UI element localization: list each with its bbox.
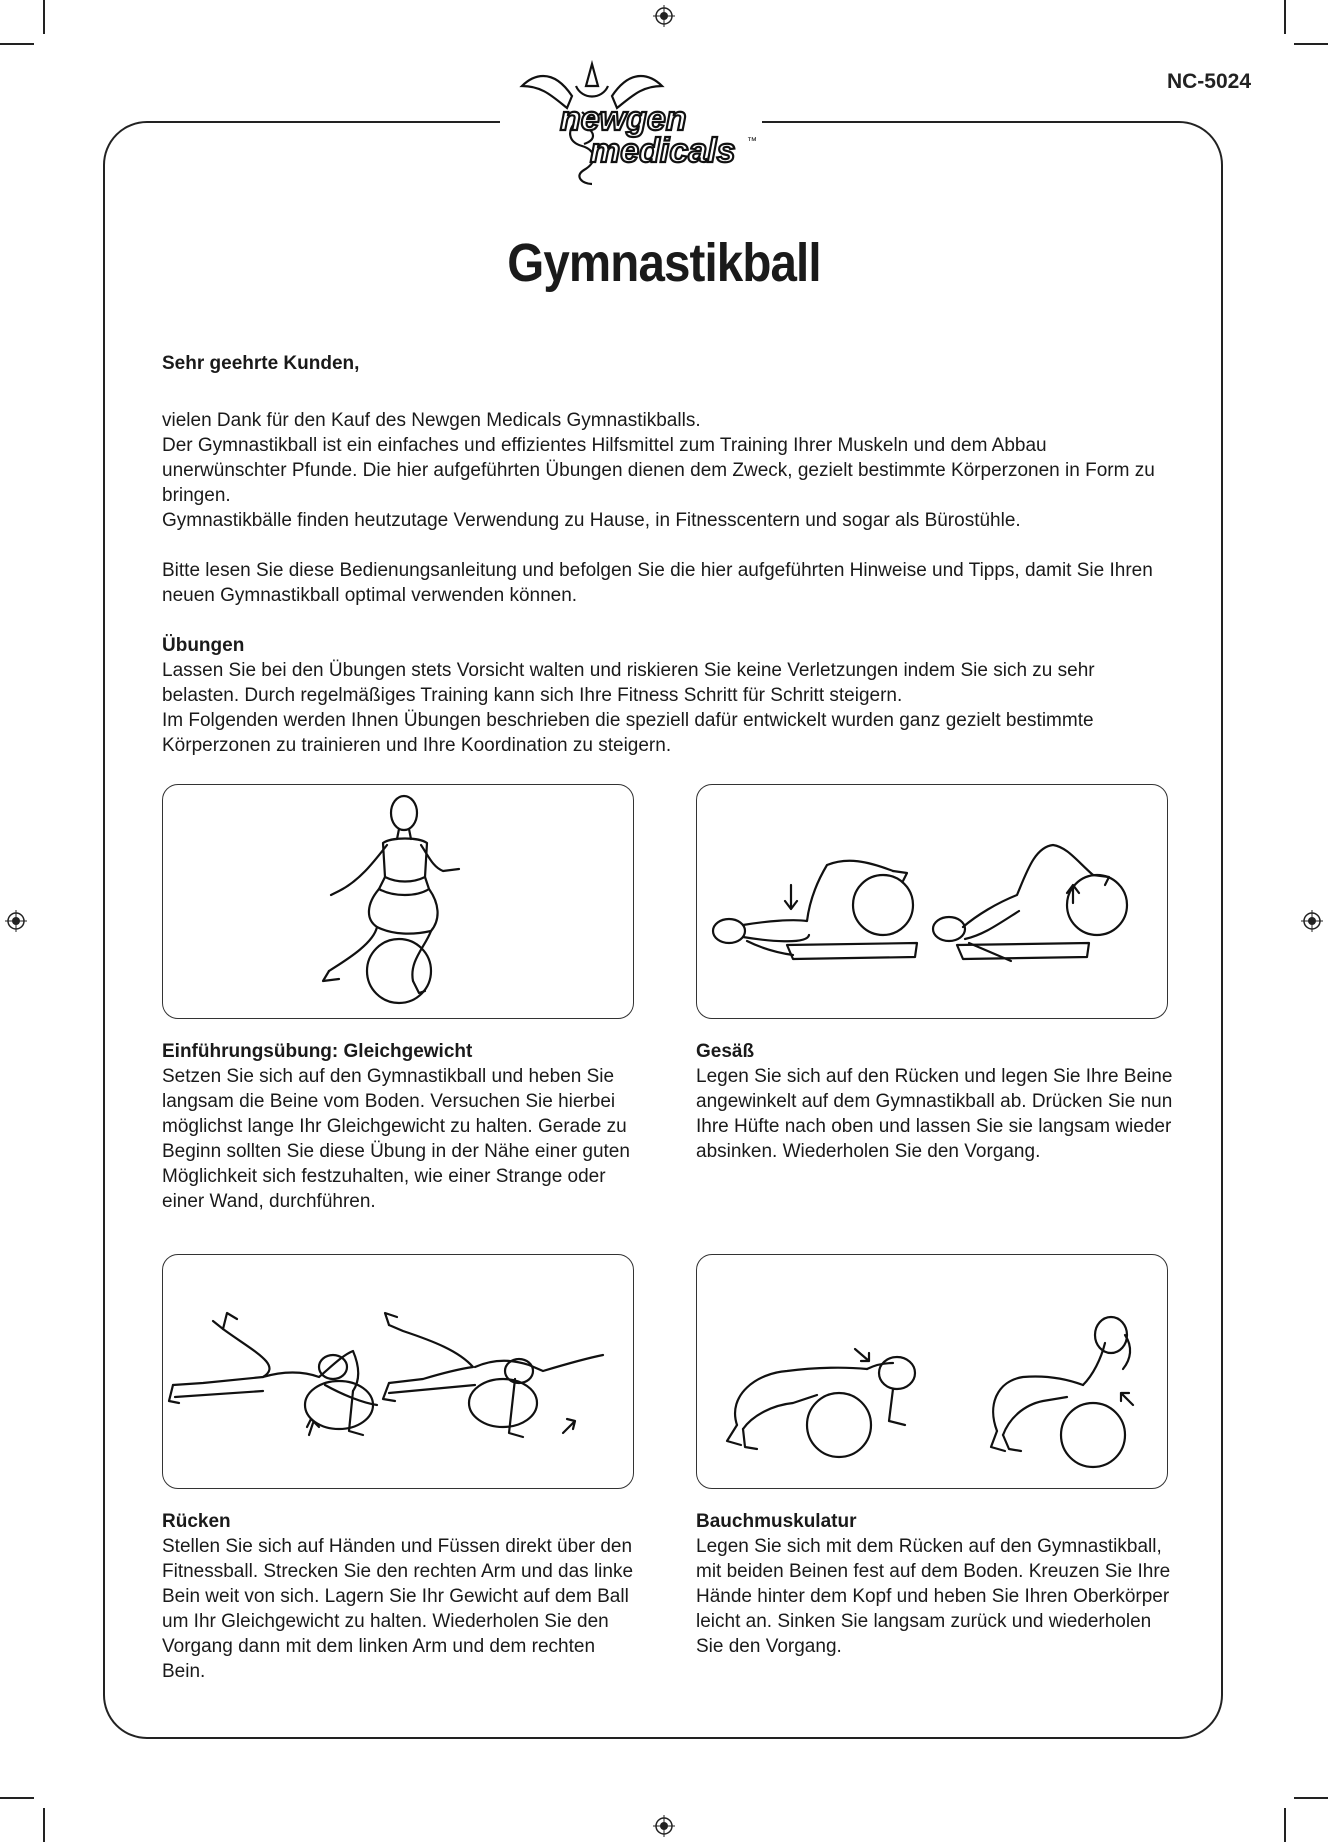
page-title: Gymnastikball <box>507 233 821 293</box>
crunch-figure-icon <box>697 1255 1169 1490</box>
crop-mark <box>0 1797 34 1799</box>
crop-mark <box>43 1808 45 1842</box>
back-extension-figure-icon <box>163 1255 635 1490</box>
exercise-illustration-glutes <box>696 784 1168 1019</box>
balance-figure-icon <box>163 785 635 1020</box>
logo-text-line1: newgen <box>560 100 687 138</box>
crop-mark <box>1284 0 1286 34</box>
glute-bridge-figure-icon <box>697 785 1169 1020</box>
trademark-mark: ™ <box>747 136 757 147</box>
crop-mark <box>0 43 34 45</box>
exercise-text: Setzen Sie sich auf den Gymnastikball und heben Sie langsam die Beine vom Boden. Versuchen Sie hierbei möglichst lange Ihr Gleichgewicht zu halten. Gerade zu Beginn sollten Sie diese Übung in der Nähe einer guten Möglichkeit sich festzuhalten, wie einer Strange oder einer Wand, durchführen. <box>162 1066 630 1212</box>
registration-mark-icon <box>653 5 675 27</box>
intro-text <box>162 351 1162 758</box>
crop-mark <box>43 0 45 34</box>
greeting: Sehr geehrte Kunden, <box>162 353 360 374</box>
exercise-illustration-abs <box>696 1254 1168 1489</box>
crop-mark <box>1294 43 1328 45</box>
exercise-illustration-back <box>162 1254 634 1489</box>
exercise-text: Legen Sie sich mit dem Rücken auf den Gymnastikball, mit beiden Beinen fest auf dem Boden. Kreuzen Sie Ihre Hände hinter dem Kopf und heben Sie Ihren Oberkörper leicht an. Sinken Sie langsam zurück und wiederholen Sie den Vorgang. <box>696 1536 1171 1657</box>
exercise-illustration-balance <box>162 784 634 1019</box>
exercise-caption-balance <box>162 1039 642 1214</box>
intro-paragraph: Im Folgenden werden Ihnen Übungen beschrieben die speziell dafür entwickelt wurden ganz gezielt bestimmte Körperzonen zu trainieren und Ihre Koordination zu steigern. <box>162 710 1094 756</box>
exercise-title: Gesäß <box>696 1041 755 1062</box>
crop-mark <box>1284 1808 1286 1842</box>
exercise-caption-abs <box>696 1509 1176 1659</box>
intro-paragraph: vielen Dank für den Kauf des Newgen Medicals Gymnastikballs. <box>162 410 701 431</box>
intro-paragraph: Gymnastikbälle finden heutzutage Verwendung zu Hause, in Fitnesscentern und sogar als Bürostühle. <box>162 510 1021 531</box>
exercise-caption-glutes <box>696 1039 1176 1164</box>
registration-mark-icon <box>1301 910 1323 932</box>
registration-mark-icon <box>653 1815 675 1837</box>
exercise-text: Stellen Sie sich auf Händen und Füssen direkt über den Fitnessball. Strecken Sie den rechten Arm und das linke Bein weit von sich. Lagern Sie Ihr Gewicht auf dem Ball um Ihr Gleichgewicht zu halten. Wiederholen Sie den Vorgang dann mit dem linken Arm und dem rechten Bein. <box>162 1536 634 1682</box>
exercise-title: Rücken <box>162 1511 231 1532</box>
product-code: NC-5024 <box>1166 70 1251 93</box>
crop-mark <box>1294 1797 1328 1799</box>
exercise-title: Bauchmuskulatur <box>696 1511 857 1532</box>
logo-text-line2: medicals <box>590 132 736 170</box>
newgen-medicals-logo <box>512 56 812 186</box>
registration-mark-icon <box>5 910 27 932</box>
exercise-caption-back <box>162 1509 642 1684</box>
exercise-text: Legen Sie sich auf den Rücken und legen Sie Ihre Beine angewinkelt auf dem Gymnastikball ab. Drücken Sie nun Ihre Hüfte nach oben und lassen Sie sie langsam wieder absinken. Wiederholen Sie den Vorgang. <box>696 1066 1173 1162</box>
exercise-title: Einführungsübung: Gleichgewicht <box>162 1041 473 1062</box>
intro-paragraph: Der Gymnastikball ist ein einfaches und effizientes Hilfsmittel zum Training Ihrer Muskeln und dem Abbau unerwünschter Pfunde. Die hier aufgeführten Übungen dienen dem Zweck, gezielt bestimmte Körperzonen in Form zu bringen. <box>162 435 1155 506</box>
exercises-heading: Übungen <box>162 635 245 656</box>
intro-paragraph: Lassen Sie bei den Übungen stets Vorsicht walten und riskieren Sie keine Verletzungen indem Sie sich zu sehr belasten. Durch regelmäßiges Training kann sich Ihre Fitness Schritt für Schritt steigern. <box>162 660 1095 706</box>
intro-paragraph: Bitte lesen Sie diese Bedienungsanleitung und befolgen Sie die hier aufgeführten Hinweise und Tipps, damit Sie Ihren neuen Gymnastikball optimal verwenden können. <box>162 560 1153 606</box>
